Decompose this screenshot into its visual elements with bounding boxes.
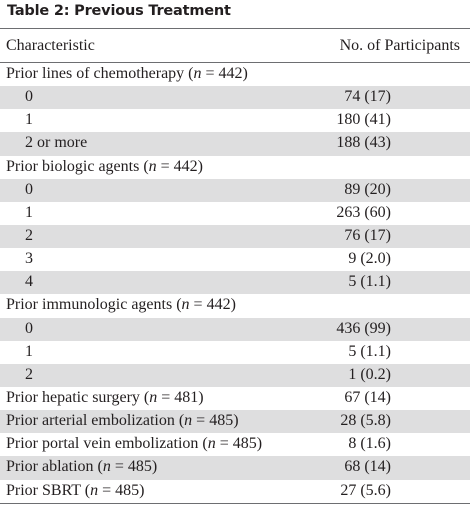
row-value: 67 (14) bbox=[344, 388, 391, 406]
row-value: 89 (20) bbox=[344, 180, 391, 198]
row-label: Prior portal vein embolization (n = 485) bbox=[6, 435, 263, 453]
row-value: 76 (17) bbox=[344, 226, 391, 244]
row-label: Prior lines of chemotherapy (n = 442) bbox=[6, 65, 248, 82]
table-row bbox=[0, 132, 470, 155]
row-value: 5 (1.1) bbox=[348, 273, 391, 291]
table-row bbox=[0, 248, 470, 271]
table-row bbox=[0, 456, 470, 479]
row-sample-size: 485 bbox=[232, 435, 257, 453]
row-sample-size: 442 bbox=[218, 65, 243, 82]
row-label: Prior SBRT (n = 485) bbox=[6, 481, 145, 499]
row-label: 3 bbox=[25, 250, 33, 268]
row-value: 188 (43) bbox=[336, 134, 391, 152]
row-value: 436 (99) bbox=[336, 319, 391, 337]
row-label: Prior ablation (n = 485) bbox=[6, 458, 158, 476]
table-row bbox=[0, 364, 470, 387]
table-row bbox=[0, 86, 470, 109]
row-value: 8 (1.6) bbox=[348, 435, 391, 453]
row-value: 9 (2.0) bbox=[348, 250, 391, 268]
table-row bbox=[0, 225, 470, 248]
row-label: 1 bbox=[25, 342, 33, 360]
column-header-characteristic: Characteristic bbox=[6, 37, 95, 54]
table-title: Table 2: Previous Treatment bbox=[7, 3, 231, 19]
row-label: Prior arterial embolization (n = 485) bbox=[6, 412, 239, 430]
row-label: 1 bbox=[25, 203, 33, 221]
table-row bbox=[0, 63, 470, 86]
row-value: 74 (17) bbox=[344, 88, 391, 106]
row-label: Prior immunologic agents (n = 442) bbox=[6, 296, 236, 314]
treatment-table bbox=[0, 28, 470, 504]
row-label: 4 bbox=[25, 273, 33, 291]
table-row bbox=[0, 341, 470, 364]
table-row bbox=[0, 480, 470, 504]
table-row bbox=[0, 318, 470, 341]
row-label: 0 bbox=[25, 88, 33, 106]
row-value: 28 (5.8) bbox=[340, 412, 391, 430]
row-value: 5 (1.1) bbox=[348, 342, 391, 360]
row-value: 263 (60) bbox=[336, 203, 391, 221]
table-row bbox=[0, 156, 470, 179]
column-header-participants: No. of Participants bbox=[339, 37, 460, 54]
row-value: 27 (5.6) bbox=[340, 481, 391, 499]
table-row bbox=[0, 202, 470, 225]
row-label: Prior biologic agents (n = 442) bbox=[6, 157, 203, 175]
row-label: 2 bbox=[25, 226, 33, 244]
table-body bbox=[0, 63, 470, 504]
row-label: 1 bbox=[25, 111, 33, 129]
row-sample-size: 442 bbox=[206, 296, 231, 314]
row-sample-size: 485 bbox=[209, 412, 234, 430]
row-value: 1 (0.2) bbox=[348, 365, 391, 383]
table-row bbox=[0, 271, 470, 294]
row-label: 0 bbox=[25, 319, 33, 337]
table-row bbox=[0, 387, 470, 410]
row-sample-size: 442 bbox=[173, 157, 198, 175]
table-row bbox=[0, 433, 470, 456]
row-label: 0 bbox=[25, 180, 33, 198]
row-label: 2 or more bbox=[25, 134, 88, 152]
row-value: 180 (41) bbox=[336, 111, 391, 129]
table-row bbox=[0, 109, 470, 132]
row-label: Prior hepatic surgery (n = 481) bbox=[6, 388, 204, 406]
table-header bbox=[0, 28, 470, 63]
row-value: 68 (14) bbox=[344, 458, 391, 476]
table-row bbox=[0, 294, 470, 317]
row-sample-size: 481 bbox=[174, 388, 199, 406]
table-row bbox=[0, 410, 470, 433]
row-sample-size: 485 bbox=[115, 481, 140, 499]
row-sample-size: 485 bbox=[127, 458, 152, 476]
table-row bbox=[0, 179, 470, 202]
row-label: 2 bbox=[25, 365, 33, 383]
